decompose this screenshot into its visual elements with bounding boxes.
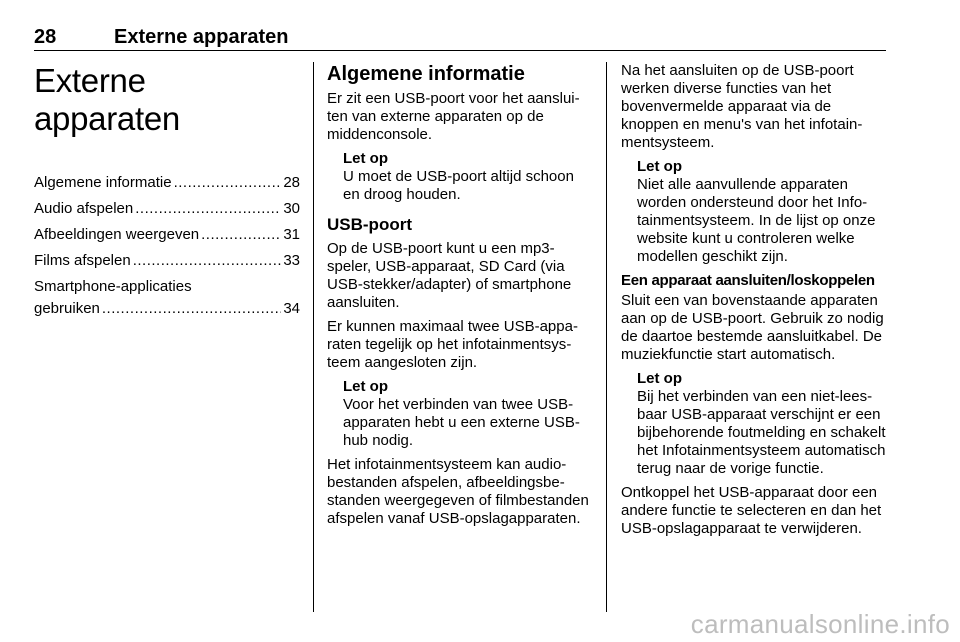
toc-entry[interactable] xyxy=(34,172,300,194)
note-box xyxy=(637,158,889,266)
table-of-contents xyxy=(34,172,300,320)
toc-entry-label: Algemene informatie xyxy=(34,174,172,191)
content-column-middle xyxy=(327,62,592,534)
toc-entry-page: 30 xyxy=(283,200,300,217)
toc-entry-page: 33 xyxy=(283,252,300,269)
toc-entry[interactable] xyxy=(34,276,300,320)
column-divider xyxy=(606,62,607,612)
note-box xyxy=(343,378,592,450)
paragraph: Ontkoppel het USB-apparaat door een andere functie te selecteren en dan het USB-opslagapparaat te verwijderen. xyxy=(621,484,882,537)
toc-entry[interactable] xyxy=(34,250,300,272)
toc-entry-page: 34 xyxy=(283,300,300,317)
note-title: Let op xyxy=(343,378,388,395)
toc-entry[interactable] xyxy=(34,224,300,246)
paragraph: Op de USB-poort kunt u een mp3-speler, USB-apparaat, SD Card (via USB-stekker/adapter) of smartphone aansluiten. xyxy=(327,240,572,311)
paragraph: Sluit een van bovenstaande apparaten aan op de USB-poort. Gebruik zo nodig de daartoe bestemde aansluitkabel. De muziekfunctie start automatisch. xyxy=(621,292,884,363)
toc-entry-page: 28 xyxy=(283,174,300,191)
note-text: Voor het verbinden van twee USB-apparaten hebt u een externe USB-hub nodig. xyxy=(343,396,580,449)
chapter-title: Externe apparaten xyxy=(34,62,180,137)
toc-entry-label: Films afspelen xyxy=(34,252,131,269)
toc-column xyxy=(34,62,300,324)
subsection-heading: USB-poort xyxy=(327,215,412,234)
subsection-heading: Een apparaat aansluiten/loskoppelen xyxy=(621,272,875,289)
toc-leader xyxy=(133,250,282,272)
toc-entry-label: gebruiken xyxy=(34,300,100,317)
content-column-right xyxy=(621,62,889,544)
toc-entry-label-line1: Smartphone-applicaties xyxy=(34,278,192,295)
note-title: Let op xyxy=(343,150,388,167)
toc-entry-page: 31 xyxy=(283,226,300,243)
toc-leader xyxy=(201,224,281,246)
paragraph: Er kunnen maximaal twee USB-apparaten tegelijk op het infotainmentsysteem aangesloten zijn. xyxy=(327,318,578,371)
toc-entry-label: Afbeeldingen weergeven xyxy=(34,226,200,243)
page-header xyxy=(34,0,886,51)
note-title: Let op xyxy=(637,158,682,175)
note-box xyxy=(343,150,592,204)
toc-entry[interactable] xyxy=(34,198,300,220)
paragraph: Na het aansluiten op de USB-poort werken diverse functies van het bovenvermelde apparaat via de knoppen en menu's van het infotainmentsysteem. xyxy=(621,62,863,151)
toc-entry-label: Audio afspelen xyxy=(34,200,134,217)
column-divider xyxy=(313,62,314,612)
note-text: Niet alle aanvullende apparaten worden ondersteund door het Infotainmentsysteem. In de lijst op onze website kunt u controleren welke modellen geschikt zijn. xyxy=(637,176,876,265)
running-title: Externe apparaten xyxy=(114,26,289,48)
note-title: Let op xyxy=(637,370,682,387)
watermark: carmanualsonline.info xyxy=(690,609,950,639)
paragraph: Het infotainmentsysteem kan audiobestanden afspelen, afbeeldingsbestanden weergegeven of filmbestanden afspelen vanaf USB-opslagapparaten. xyxy=(327,456,589,527)
toc-leader xyxy=(135,198,281,220)
toc-leader xyxy=(174,172,282,194)
note-box xyxy=(637,370,889,478)
note-text: U moet de USB-poort altijd schoon en droog houden. xyxy=(343,168,574,203)
paragraph: Er zit een USB-poort voor het aansluiten van externe apparaten op de middenconsole. xyxy=(327,90,580,143)
page-number: 28 xyxy=(34,26,57,48)
section-heading: Algemene informatie xyxy=(327,63,525,85)
toc-leader xyxy=(102,298,281,320)
note-text: Bij het verbinden van een niet-leesbaar USB-apparaat verschijnt er een bijbehorende foutmelding en schakelt het Infotainmentsysteem automatisch terug naar de vorige functie. xyxy=(637,388,886,477)
